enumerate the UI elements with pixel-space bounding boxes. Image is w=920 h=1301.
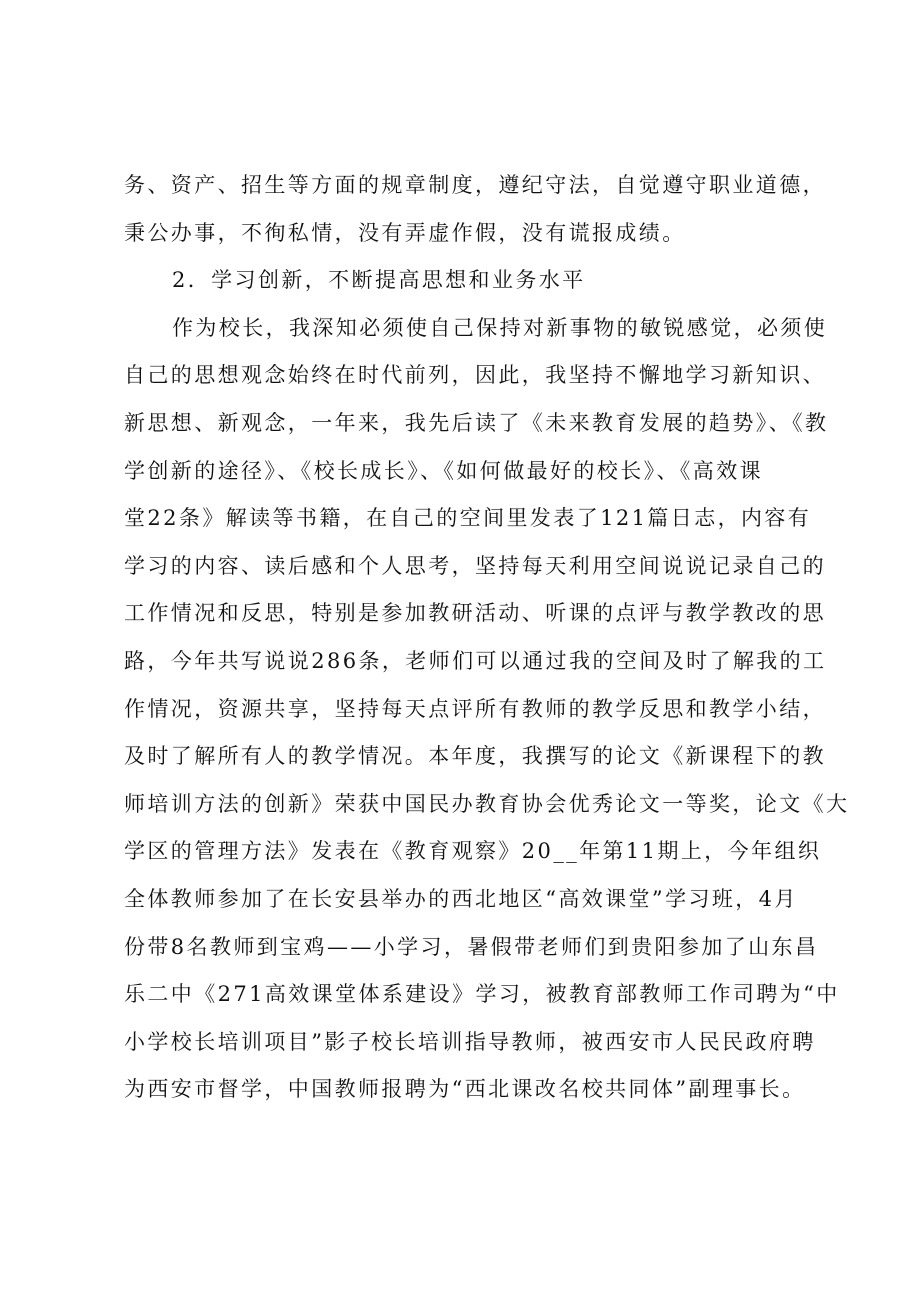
- text-line: 路，今年共写说说286条，老师们可以通过我的空间及时了解我的工: [124, 648, 827, 673]
- text-line: 自己的思想观念始终在时代前列，因此，我坚持不懈地学习新知识、: [124, 363, 826, 388]
- text-line: 学习的内容、读后感和个人思考，坚持每天利用空间说说记录自己的: [124, 553, 826, 578]
- text-line: 为西安市督学，中国教师报聘为“西北课改名校共同体”副理事长。: [124, 1077, 806, 1102]
- text-line: 份带8名教师到宝鸡——小学习，暑假带老师们到贵阳参加了山东昌: [124, 934, 819, 959]
- document-body: [124, 162, 850, 1114]
- text-line: 学区的管理方法》发表在《教育观察》20__年第11期上，今年组织: [124, 839, 822, 864]
- text-line: 及时了解所有人的教学情况。本年度，我撰写的论文《新课程下的教: [124, 744, 826, 769]
- text-line: 小学校长培训项目”影子校长培训指导教师，被西安市人民民政府聘: [124, 1029, 816, 1054]
- text-line: 师培训方法的创新》荣获中国民办教育协会优秀论文一等奖，论文《大: [124, 791, 850, 816]
- section-heading: 2．学习创新，不断提高思想和业务水平: [172, 268, 586, 293]
- text-line: 新思想、新观念，一年来，我先后读了《未来教育发展的趋势》、《教: [124, 410, 829, 435]
- text-line: 作情况，资源共享，坚持每天点评所有教师的教学反思和教学小结，: [124, 696, 826, 721]
- text-line: 全体教师参加了在长安县举办的西北地区“高效课堂”学习班，4月: [124, 886, 798, 911]
- text-line: 工作情况和反思，特别是参加教研活动、听课的点评与教学教改的思: [124, 601, 826, 626]
- text-line: 务、资产、招生等方面的规章制度，遵纪守法，自觉遵守职业道德，: [124, 173, 826, 197]
- text-line: 作为校长，我深知必须使自己保持对新事物的敏锐感觉，必须使: [172, 315, 828, 340]
- text-line: 堂22条》解读等书籍，在自己的空间里发表了121篇日志，内容有: [124, 506, 812, 531]
- text-line: 乐二中《271高效课堂体系建设》学习，被教育部教师工作司聘为“中: [124, 982, 840, 1007]
- text-line: 秉公办事，不徇私情，没有弄虚作假，没有谎报成绩。: [124, 220, 686, 245]
- text-line: 学创新的途径》、《校长成长》、《如何做最好的校长》、《高效课: [124, 458, 763, 483]
